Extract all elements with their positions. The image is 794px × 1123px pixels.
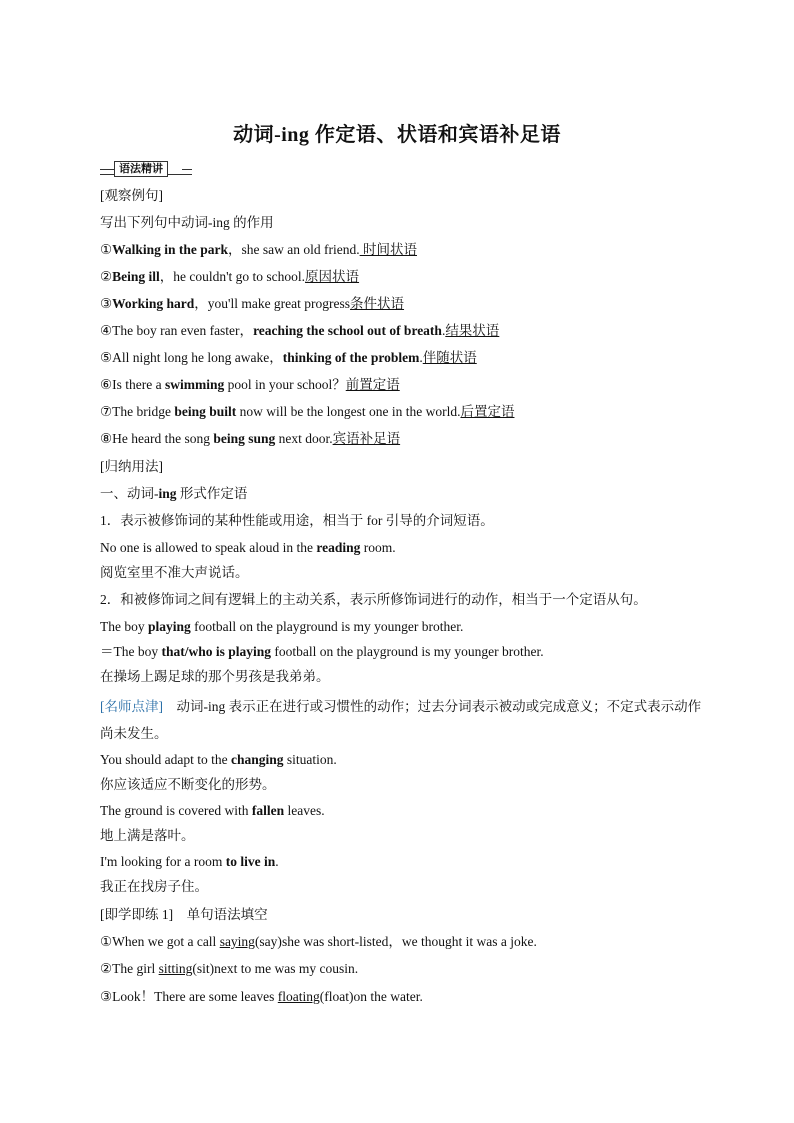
answer: 宾语补足语 (332, 431, 401, 446)
rule-2-example-1: The boy playing football on the playground is my younger brother. (100, 619, 464, 634)
practice-item-3: ③Look！There are some leaves floating(float)on the water. (100, 989, 423, 1004)
answer: 原因状语 (305, 269, 360, 284)
instruction: 写出下列句中动词-ing 的作用 (100, 215, 274, 230)
tip-example-2-translation: 地上满是落叶。 (100, 828, 195, 843)
example-3: ③Working hard，you'll make great progress条件状语 (100, 296, 405, 311)
rule-2-example-2: ＝The boy that/who is playing football on the playground is my younger brother. (100, 644, 544, 659)
rule-1-example: No one is allowed to speak aloud in the reading room. (100, 540, 396, 555)
tip-example-1-translation: 你应该适应不断变化的形势。 (100, 777, 276, 792)
tip-example-1: You should adapt to the changing situation. (100, 752, 337, 767)
example-1: ①Walking in the park，she saw an old friend. 时间状语 (100, 242, 417, 257)
part1-heading: 一、动词-ing 形式作定语 (100, 486, 248, 501)
tip-label: [名师点津] (100, 699, 163, 714)
tip-example-2: The ground is covered with fallen leaves. (100, 803, 325, 818)
tip-line: [名师点津] 动词-ing 表示正在进行或习惯性的动作；过去分词表示被动或完成意义；不定式表示动作 (100, 699, 702, 714)
rule-1: 1．表示被修饰词的某种性能或用途，相当于 for 引导的介词短语。 (100, 513, 494, 528)
practice-item-2: ②The girl sitting(sit)next to me was my cousin. (100, 961, 359, 976)
example-5: ⑤All night long he long awake，thinking of the problem.伴随状语 (100, 350, 477, 365)
practice-heading: [即学即练 1] 单句语法填空 (100, 907, 268, 922)
answer: 伴随状语 (422, 350, 477, 365)
summary-heading: [归纳用法] (100, 459, 163, 474)
rule-2: 2．和被修饰词之间有逻辑上的主动关系，表示所修饰词进行的动作，相当于一个定语从句。 (100, 592, 647, 607)
example-4: ④The boy ran even faster，reaching the school out of breath.结果状语 (100, 323, 500, 338)
tip-example-3-translation: 我正在找房子住。 (100, 879, 208, 894)
practice-answer: floating (277, 989, 320, 1004)
practice-answer: saying (219, 934, 255, 949)
page-title: 动词-ing 作定语、状语和宾语补足语 (233, 124, 561, 146)
observe-heading: [观察例句] (100, 188, 163, 203)
badge-line-right (182, 169, 192, 170)
practice-item-1: ①When we got a call saying(say)she was short-listed，we thought it was a joke. (100, 934, 537, 949)
rule-1-translation: 阅览室里不准大声说话。 (100, 565, 249, 580)
practice-answer: sitting (158, 961, 193, 976)
tip-example-3: I'm looking for a room to live in. (100, 854, 279, 869)
answer: 条件状语 (350, 296, 405, 311)
example-7: ⑦The bridge being built now will be the longest one in the world.后置定语 (100, 404, 515, 419)
badge-line-left (100, 169, 114, 170)
section-badge: 语法精讲 (114, 161, 168, 177)
answer: 时间状语 (359, 242, 417, 257)
answer: 前置定语 (345, 377, 400, 392)
example-2: ②Being ill，he couldn't go to school.原因状语 (100, 269, 360, 284)
example-6: ⑥Is there a swimming pool in your school？前置定语 (100, 377, 400, 392)
tip-continuation: 尚未发生。 (100, 726, 168, 741)
answer: 结果状语 (445, 323, 500, 338)
example-8: ⑧He heard the song being sung next door.宾语补足语 (100, 431, 401, 446)
answer: 后置定语 (460, 404, 515, 419)
section-badge-row (100, 160, 200, 176)
rule-2-translation: 在操场上踢足球的那个男孩是我弟弟。 (100, 669, 330, 684)
